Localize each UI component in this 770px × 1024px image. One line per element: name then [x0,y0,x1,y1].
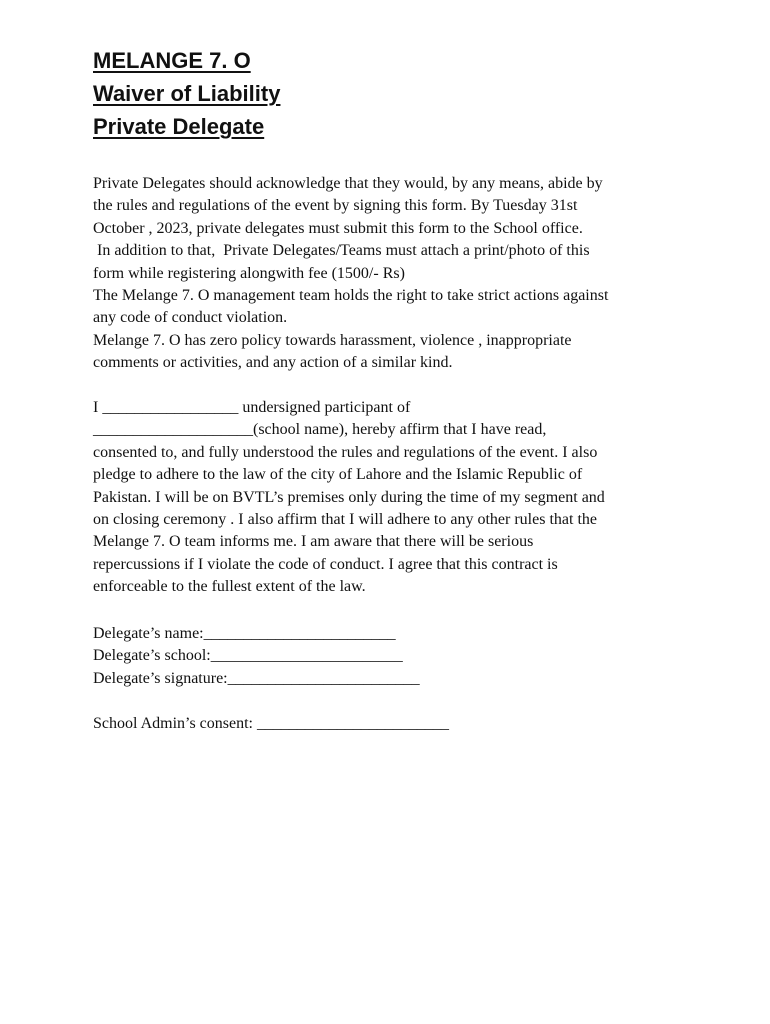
text-line: any code of conduct violation. [93,309,288,327]
delegate-signature-field[interactable]: Delegate’s signature:________________________ [93,669,420,687]
delegate-school-field[interactable]: Delegate’s school:________________________ [93,647,403,665]
document-title-block [93,44,280,143]
admin-consent-block [93,713,693,735]
text-line: Pakistan. I will be on BVTL’s premises only during the time of my segment and [93,488,605,506]
signature-fields [93,623,693,690]
waiver-title: Waiver of Liability [93,81,281,106]
delegate-type-title: Private Delegate [93,114,265,139]
text-line: pledge to adhere to the law of the city of Lahore and the Islamic Republic of [93,466,583,484]
text-line: consented to, and fully understood the rules and regulations of the event. I also [93,443,598,461]
text-line: the rules and regulations of the event by signing this form. By Tuesday 31st [93,197,578,215]
text-line: on closing ceremony . I also affirm that I will adhere to any other rules that the [93,511,597,529]
delegate-name-field[interactable]: Delegate’s name:________________________ [93,625,396,642]
text-line: repercussions if I violate the code of conduct. I agree that this contract is [93,555,558,573]
text-line: enforceable to the fullest extent of the law. [93,578,366,596]
text-line: ____________________(school name), hereby affirm that I have read, [93,421,547,439]
text-line: I _________________ undersigned participant of [93,399,411,416]
affirmation-paragraph [93,397,693,599]
text-line: Melange 7. O has zero policy towards harassment, violence , inappropriate [93,331,572,349]
text-line: In addition to that, Private Delegates/Teams must attach a print/photo of this [93,242,590,260]
text-line: The Melange 7. O management team holds the right to take strict actions against [93,287,609,305]
text-line: form while registering alongwith fee (1500/- Rs) [93,264,405,282]
event-title: MELANGE 7. O [93,48,251,73]
text-line: Private Delegates should acknowledge that they would, by any means, abide by [93,175,603,192]
text-line: comments or activities, and any action of a similar kind. [93,354,453,372]
text-line: Melange 7. O team informs me. I am aware that there will be serious [93,533,534,551]
text-line: October , 2023, private delegates must submit this form to the School office. [93,219,583,237]
intro-paragraph [93,173,693,375]
school-admin-consent-field[interactable]: School Admin’s consent: ________________________ [93,715,449,732]
